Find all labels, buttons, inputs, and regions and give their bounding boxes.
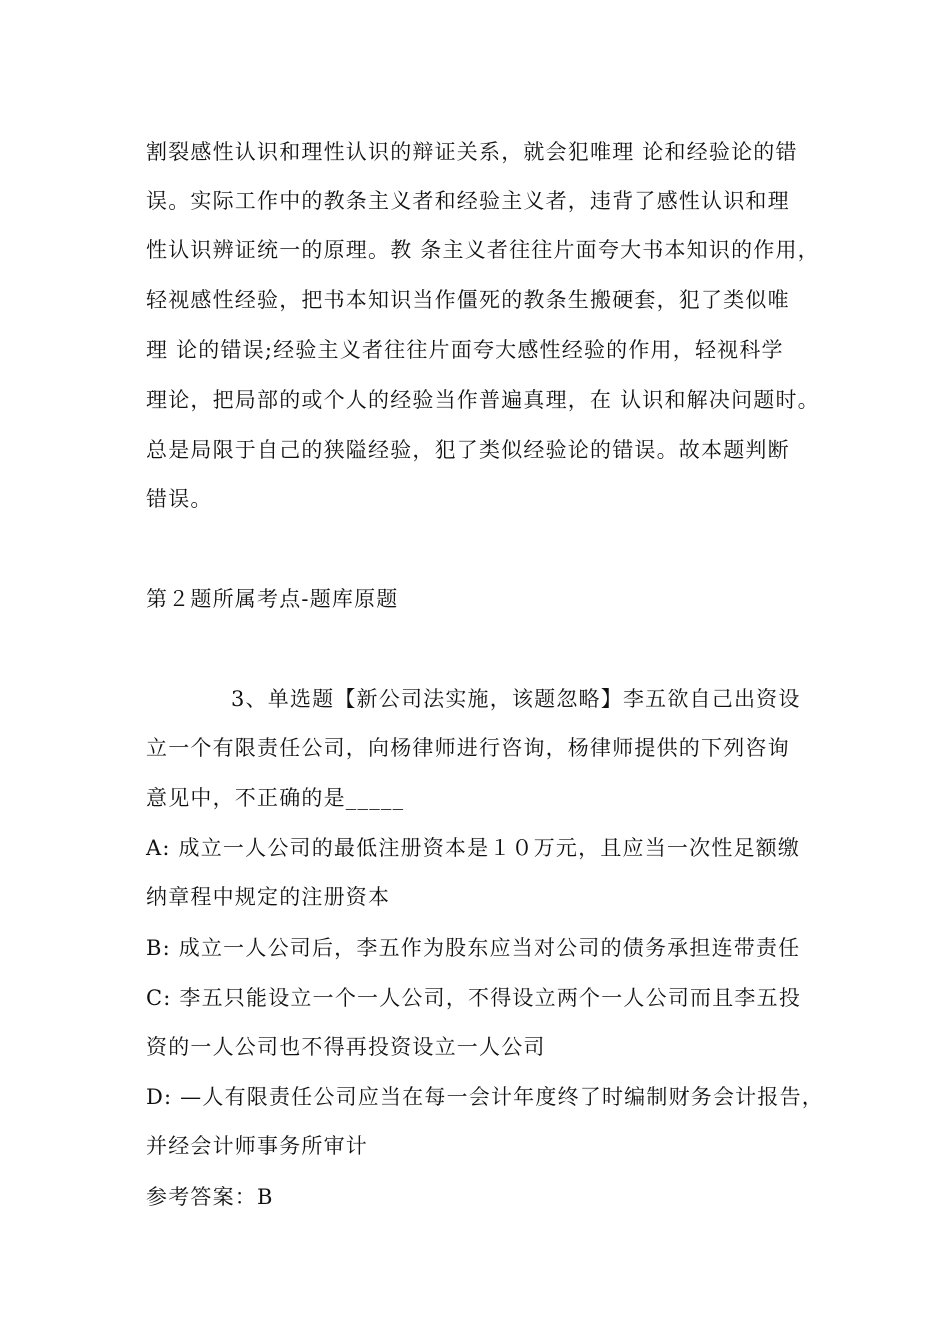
option-c-line: 资的一人公司也不得再投资设立一人公司 [146, 1035, 546, 1059]
explanation-line: 割裂感性认识和理性认识的辩证关系，就会犯唯理 论和经验论的错 [146, 140, 798, 164]
explanation-line: 错误。 [146, 487, 213, 511]
explanation-line: 误。实际工作中的教条主义者和经验主义者，违背了感性认识和理 [146, 189, 790, 213]
explanation-line: 性认识辨证统一的原理。教 条主义者往往片面夸大书本知识的作用， [146, 238, 820, 262]
explanation-line: 轻视感性经验，把书本知识当作僵死的教条生搬硬套，犯了类似唯 [146, 288, 790, 312]
reference-answer: 参考答案：B [146, 1185, 274, 1209]
explanation-line: 理论，把局部的或个人的经验当作普遍真理，在 认识和解决问题时。 [146, 388, 820, 412]
explanation-line: 理 论的错误;经验主义者往往片面夸大感性经验的作用，轻视科学 [146, 338, 784, 362]
explanation-line: 总是局限于自己的狭隘经验，犯了类似经验论的错误。故本题判断 [146, 438, 790, 462]
option-c-line: C: 李五只能设立一个一人公司，不得设立两个一人公司而且李五投 [146, 986, 802, 1010]
option-a-line: 纳章程中规定的注册资本 [146, 885, 391, 909]
option-a-line: A: 成立一人公司的最低注册资本是１０万元，且应当一次性足额缴 [146, 836, 801, 860]
option-b-line: B: 成立一人公司后，李五作为股东应当对公司的债务承担连带责任 [146, 936, 801, 960]
question-topic: 第２题所属考点-题库原题 [146, 587, 399, 611]
question-stem-line: 3、单选题【新公司法实施，该题忽略】李五欲自己出资设 [231, 687, 801, 711]
option-d-line: 并经会计师事务所审计 [146, 1134, 368, 1158]
question-stem-line: 意见中，不正确的是_____ [146, 786, 405, 810]
option-d-line: D: —人有限责任公司应当在每一会计年度终了时编制财务会计报告， [146, 1085, 824, 1109]
question-stem-line: 立一个有限责任公司，向杨律师进行咨询，杨律师提供的下列咨询 [146, 736, 790, 760]
